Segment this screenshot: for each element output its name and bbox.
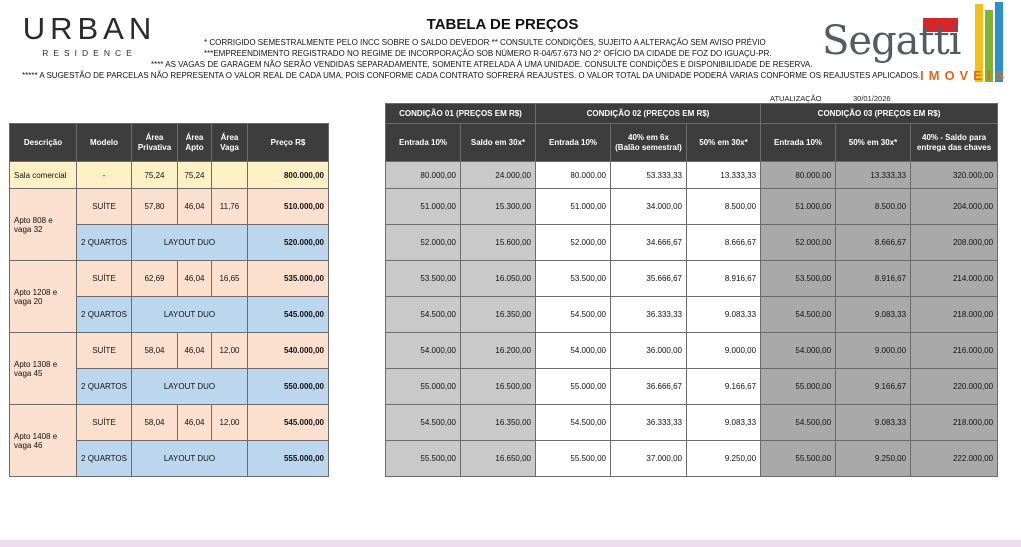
- value-cell: 16.050,00: [461, 261, 536, 297]
- page-title: TABELA DE PREÇOS: [426, 16, 579, 33]
- value-cell: 53.500,00: [761, 261, 836, 297]
- value-cell: 218.000,00: [911, 405, 998, 441]
- value-cell: 55.500,00: [761, 441, 836, 477]
- note-line: **** AS VAGAS DE GARAGEM NÃO SERÃO VENDIDAS SEPARADAMENTE, SOMENTE ATRELADA À UMA UNIDADE. CONSULTE CONDIÇÕES E DISPONIBILIDADE DE RESERVA.: [151, 60, 813, 69]
- unit-area-priv: 57,80: [132, 189, 178, 225]
- value-cell: 9.083,33: [836, 297, 911, 333]
- value-cell: 13.333,33: [836, 162, 911, 189]
- unit-price: 535.000,00: [248, 261, 329, 297]
- value-cell: 8.916,67: [687, 261, 761, 297]
- urban-logo-sub: RESIDENCE: [42, 48, 137, 58]
- condition-03-header: CONDIÇÃO 03 (PREÇOS EM R$): [761, 104, 998, 124]
- value-cell: 8.916,67: [836, 261, 911, 297]
- value-cell: 54.500,00: [386, 297, 461, 333]
- value-cell: 9.250,00: [836, 441, 911, 477]
- value-cell: 34.666,67: [611, 225, 687, 261]
- value-cell: 80.000,00: [761, 162, 836, 189]
- value-cell: 51.000,00: [536, 189, 611, 225]
- unit-model: 2 QUARTOS: [77, 441, 132, 477]
- update-date: 30/01/2026: [853, 94, 891, 103]
- value-cell: 54.500,00: [761, 297, 836, 333]
- unit-area-apto: 46,04: [178, 333, 212, 369]
- value-cell: 320.000,00: [911, 162, 998, 189]
- col-header-modelo: Modelo: [77, 124, 132, 162]
- value-cell: 208.000,00: [911, 225, 998, 261]
- value-cell: 13.333,33: [687, 162, 761, 189]
- unit-area-vaga: [212, 162, 248, 189]
- unit-area-priv: 58,04: [132, 333, 178, 369]
- unit-model: -: [77, 162, 132, 189]
- table-row: [10, 261, 329, 297]
- col-header-c1-entrada: Entrada 10%: [386, 124, 461, 162]
- value-cell: 9.000,00: [687, 333, 761, 369]
- unit-area-priv: 58,04: [132, 405, 178, 441]
- value-cell: 9.250,00: [687, 441, 761, 477]
- unit-model: SUÍTE: [77, 333, 132, 369]
- value-cell: 34.000,00: [611, 189, 687, 225]
- value-cell: 214.000,00: [911, 261, 998, 297]
- value-cell: 55.000,00: [386, 369, 461, 405]
- unit-desc: Apto 1308 e vaga 45: [10, 333, 77, 405]
- unit-price: 540.000,00: [248, 333, 329, 369]
- value-cell: 220.000,00: [911, 369, 998, 405]
- value-cell: 54.500,00: [386, 405, 461, 441]
- unit-area-priv: 62,69: [132, 261, 178, 297]
- unit-area-vaga: 12,00: [212, 405, 248, 441]
- value-cell: 35.666,67: [611, 261, 687, 297]
- unit-price: 555.000,00: [248, 441, 329, 477]
- unit-model: 2 QUARTOS: [77, 297, 132, 333]
- unit-layout: LAYOUT DUO: [132, 297, 248, 333]
- value-cell: 36.333,33: [611, 405, 687, 441]
- unit-price: 545.000,00: [248, 297, 329, 333]
- table-row: [386, 189, 998, 225]
- value-cell: 16.500,00: [461, 369, 536, 405]
- value-cell: 16.650,00: [461, 441, 536, 477]
- value-cell: 54.500,00: [536, 297, 611, 333]
- value-cell: 36.666,67: [611, 369, 687, 405]
- unit-model: 2 QUARTOS: [77, 369, 132, 405]
- note-line: * CORRIGIDO SEMESTRALMENTE PELO INCC SOBRE O SALDO DEVEDOR ** CONSULTE CONDIÇÕES, SUJEITO A ALTERAÇÃO SEM AVISO PRÉVIO: [204, 38, 766, 47]
- col-header-c3-parcelas: 50% em 30x*: [836, 124, 911, 162]
- unit-area-vaga: 11,76: [212, 189, 248, 225]
- value-cell: 55.500,00: [386, 441, 461, 477]
- value-cell: 9.000,00: [836, 333, 911, 369]
- value-cell: 52.000,00: [536, 225, 611, 261]
- table-row: [386, 225, 998, 261]
- value-cell: 218.000,00: [911, 297, 998, 333]
- value-cell: 55.000,00: [536, 369, 611, 405]
- value-cell: 55.500,00: [536, 441, 611, 477]
- value-cell: 80.000,00: [386, 162, 461, 189]
- note-line: ***** A SUGESTÃO DE PARCELAS NÃO REPRESENTA O VALOR REAL DE CADA UMA, POIS CONFORME CADA CONTRATO SOFRERÁ REAJUSTES. O VALOR TOTAL DA UNIDADE PODERÁ VARIAS CONFORME OS REAJUSTES APLICADOS.: [22, 71, 921, 80]
- unit-price: 545.000,00: [248, 405, 329, 441]
- update-label: ATUALIZAÇÃO: [770, 94, 822, 103]
- value-cell: 53.500,00: [386, 261, 461, 297]
- unit-price: 510.000,00: [248, 189, 329, 225]
- unit-desc: Sala comercial: [10, 162, 77, 189]
- units-table: [9, 123, 329, 477]
- value-cell: 53.333,33: [611, 162, 687, 189]
- value-cell: 16.200,00: [461, 333, 536, 369]
- unit-desc: Apto 1408 e vaga 46: [10, 405, 77, 477]
- unit-price: 550.000,00: [248, 369, 329, 405]
- value-cell: 16.350,00: [461, 297, 536, 333]
- unit-desc: Apto 808 e vaga 32: [10, 189, 77, 261]
- value-cell: 52.000,00: [386, 225, 461, 261]
- table-row: [386, 441, 998, 477]
- col-header-c2-balao: 40% em 6x (Balão semestral): [611, 124, 687, 162]
- segatti-logo-sub: IMOVEIS: [920, 68, 1010, 83]
- bottom-bar: [0, 540, 1021, 547]
- note-line: ***EMPREENDIMENTO REGISTRADO NO REGIME DE INCORPORAÇÃO SOB NÚMERO R-04/57.673 NO 2° OFÍCIO DA CIDADE DE FOZ DO IGUAÇU-PR.: [204, 49, 772, 58]
- unit-model: 2 QUARTOS: [77, 225, 132, 261]
- value-cell: 51.000,00: [386, 189, 461, 225]
- urban-logo-word: URBAN: [22, 11, 157, 46]
- value-cell: 54.000,00: [536, 333, 611, 369]
- unit-price: 800.000,00: [248, 162, 329, 189]
- value-cell: 54.000,00: [761, 333, 836, 369]
- value-cell: 24.000,00: [461, 162, 536, 189]
- conditions-table: [385, 103, 998, 477]
- value-cell: 216.000,00: [911, 333, 998, 369]
- unit-area-apto: 75,24: [178, 162, 212, 189]
- table-row: [10, 189, 329, 225]
- col-header-c3-chaves: 40% - Saldo para entrega das chaves: [911, 124, 998, 162]
- value-cell: 51.000,00: [761, 189, 836, 225]
- table-row: [386, 162, 998, 189]
- value-cell: 9.166,67: [836, 369, 911, 405]
- value-cell: 222.000,00: [911, 441, 998, 477]
- unit-area-apto: 46,04: [178, 189, 212, 225]
- unit-area-vaga: 16,65: [212, 261, 248, 297]
- value-cell: 15.300,00: [461, 189, 536, 225]
- unit-area-apto: 46,04: [178, 405, 212, 441]
- segatti-logo-name: Segatti: [822, 18, 961, 64]
- value-cell: 54.000,00: [386, 333, 461, 369]
- col-header-c2-parcelas: 50% em 30x*: [687, 124, 761, 162]
- value-cell: 37.000,00: [611, 441, 687, 477]
- col-header-area-vaga: Área Vaga: [212, 124, 248, 162]
- unit-area-priv: 75,24: [132, 162, 178, 189]
- value-cell: 15.600,00: [461, 225, 536, 261]
- value-cell: 9.166,67: [687, 369, 761, 405]
- value-cell: 16.350,00: [461, 405, 536, 441]
- value-cell: 9.083,33: [836, 405, 911, 441]
- value-cell: 36.333,33: [611, 297, 687, 333]
- value-cell: 54.500,00: [536, 405, 611, 441]
- col-header-area-privativa: Área Privativa: [132, 124, 178, 162]
- table-row: [10, 405, 329, 441]
- value-cell: 36.000,00: [611, 333, 687, 369]
- unit-layout: LAYOUT DUO: [132, 369, 248, 405]
- value-cell: 8.666,67: [836, 225, 911, 261]
- unit-area-vaga: 12,00: [212, 333, 248, 369]
- table-row: [386, 369, 998, 405]
- table-row: [386, 261, 998, 297]
- value-cell: 54.500,00: [761, 405, 836, 441]
- col-header-area-apto: Área Apto: [178, 124, 212, 162]
- value-cell: 55.000,00: [761, 369, 836, 405]
- value-cell: 53.500,00: [536, 261, 611, 297]
- col-header-descricao: Descrição: [10, 124, 77, 162]
- condition-01-header: CONDIÇÃO 01 (PREÇOS EM R$): [386, 104, 536, 124]
- value-cell: 8.500,00: [687, 189, 761, 225]
- unit-layout: LAYOUT DUO: [132, 441, 248, 477]
- table-row: [10, 333, 329, 369]
- unit-layout: LAYOUT DUO: [132, 225, 248, 261]
- col-header-c3-entrada: Entrada 10%: [761, 124, 836, 162]
- value-cell: 8.666,67: [687, 225, 761, 261]
- value-cell: 8.500,00: [836, 189, 911, 225]
- col-header-c1-saldo: Saldo em 30x*: [461, 124, 536, 162]
- value-cell: 204.000,00: [911, 189, 998, 225]
- condition-02-header: CONDIÇÃO 02 (PREÇOS EM R$): [536, 104, 761, 124]
- table-row: [386, 333, 998, 369]
- value-cell: 9.083,33: [687, 405, 761, 441]
- table-row: [386, 297, 998, 333]
- unit-model: SUÍTE: [77, 261, 132, 297]
- unit-model: SUÍTE: [77, 189, 132, 225]
- unit-area-apto: 46,04: [178, 261, 212, 297]
- segatti-logo: [820, 0, 1020, 90]
- unit-model: SUÍTE: [77, 405, 132, 441]
- unit-desc: Apto 1208 e vaga 20: [10, 261, 77, 333]
- value-cell: 80.000,00: [536, 162, 611, 189]
- value-cell: 9.083,33: [687, 297, 761, 333]
- col-header-c2-entrada: Entrada 10%: [536, 124, 611, 162]
- table-row: [10, 162, 329, 189]
- table-row: [386, 405, 998, 441]
- unit-price: 520.000,00: [248, 225, 329, 261]
- urban-logo: [22, 12, 157, 58]
- col-header-preco: Preço R$: [248, 124, 329, 162]
- value-cell: 52.000,00: [761, 225, 836, 261]
